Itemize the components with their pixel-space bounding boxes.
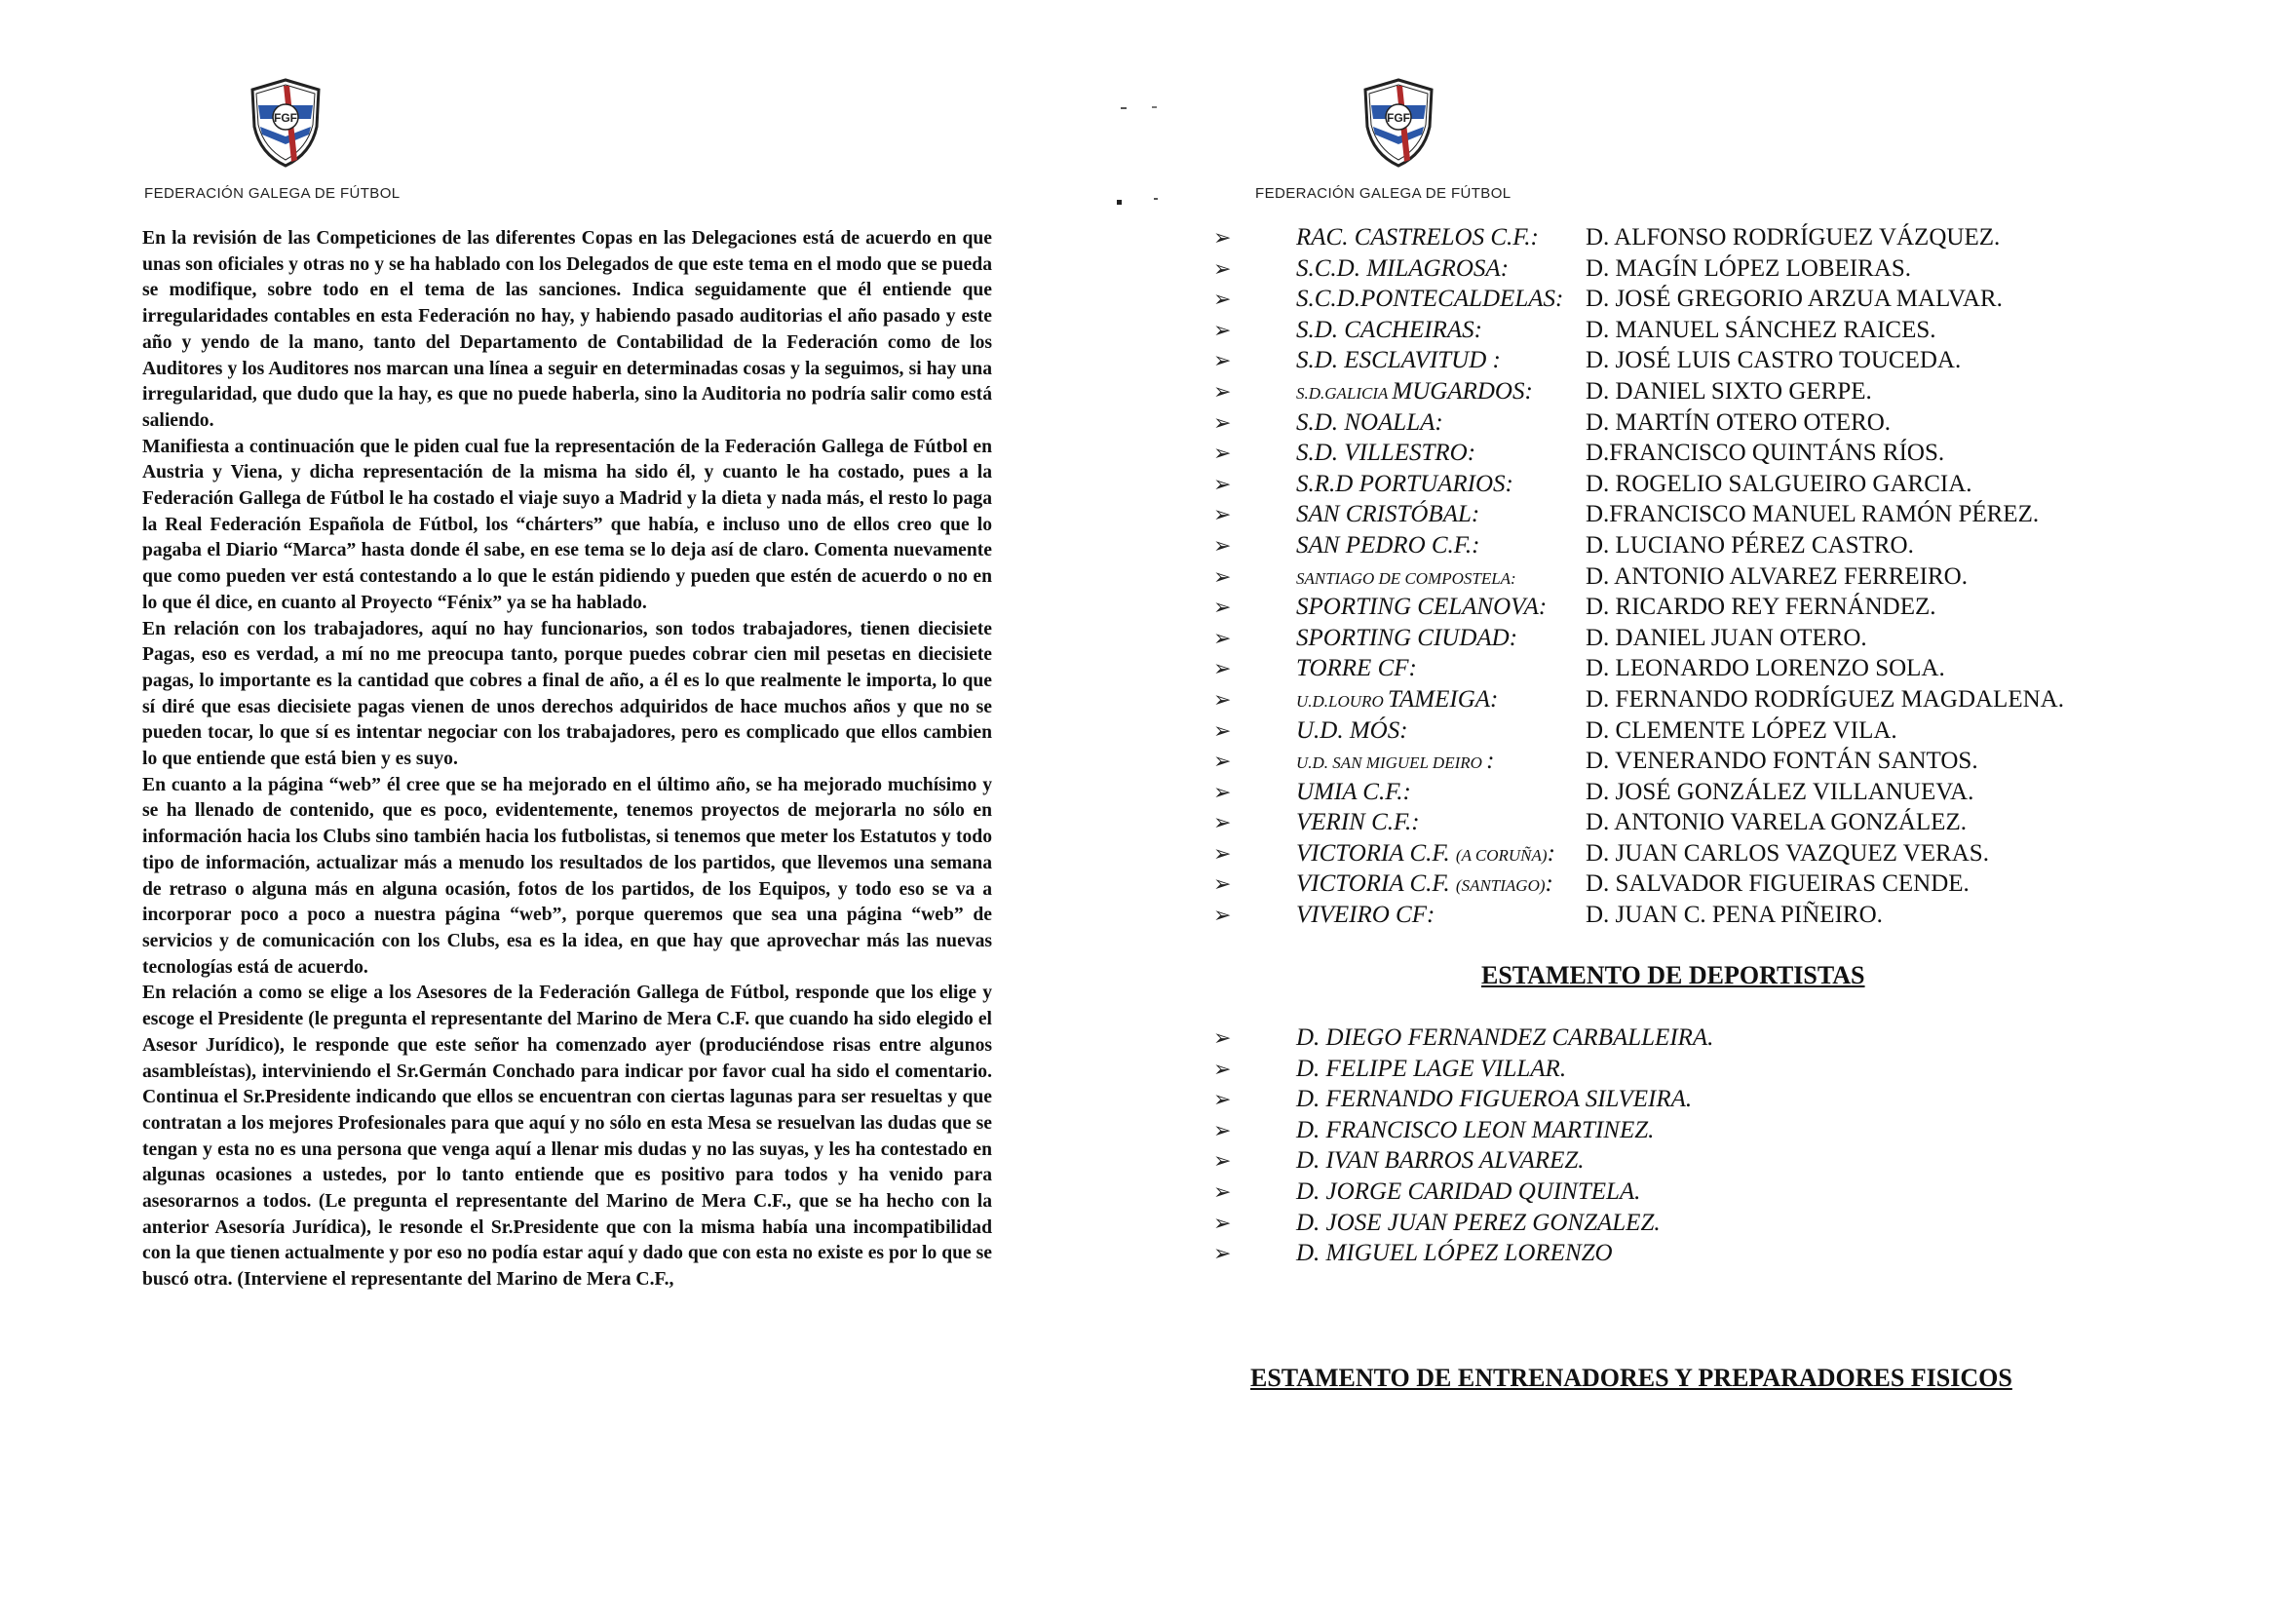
- representative-name: D. JOSÉ LUIS CASTRO TOUCEDA.: [1586, 347, 1962, 374]
- club-name: [1296, 315, 1482, 346]
- club-name-main: VICTORIA C.F.: [1296, 839, 1456, 867]
- club-name: [1296, 715, 1408, 747]
- arrow-bullet-icon: ➢: [1213, 378, 1232, 404]
- club-name-main: SAN PEDRO C.F.:: [1296, 531, 1480, 559]
- athlete-name: D. FERNANDO FIGUEROA SILVEIRA.: [1296, 1086, 1693, 1113]
- representative-name: D. MARTÍN OTERO OTERO.: [1586, 408, 1892, 436]
- club-name: [1296, 807, 1420, 838]
- representative-name: D. MANUEL SÁNCHEZ RAICES.: [1586, 316, 1936, 343]
- representative-name: D. JOSÉ GREGORIO ARZUA MALVAR.: [1586, 286, 2003, 313]
- arrow-bullet-icon: ➢: [1213, 563, 1232, 589]
- crest-letters: FGF: [1387, 111, 1410, 125]
- representative-name: D.FRANCISCO QUINTÁNS RÍOS.: [1586, 440, 1945, 467]
- crest-letters: FGF: [274, 111, 297, 125]
- club-row: [1213, 868, 2188, 900]
- paragraph: En relación con los trabajadores, aquí no hay funcionarios, son todos trabajadores, tienen diecisiete Pagas, eso es verdad, a mí no me preocupa tanto, porque puedes cobrar cien mil pesetas en diecisiete pagas, lo importante es la cantidad que cobres a final de año, a él es lo que realmente le importa, lo que sí diré que esas diecisiete pagas vienen de unos derechos adquiridos de hace muchos años y que no se pueden tocar, lo que sí es intentar negociar con los trabajadores, pero es complicado que ellos cambien lo que entiende que está bien y es suyo.: [142, 618, 992, 770]
- athlete-row: [1213, 1238, 2090, 1269]
- club-name-main: S.C.D. MILAGROSA:: [1296, 254, 1510, 282]
- arrow-bullet-icon: ➢: [1213, 287, 1232, 312]
- club-row: [1213, 715, 2188, 747]
- club-name: [1296, 530, 1479, 561]
- club-name: [1296, 684, 1498, 717]
- club-name: [1296, 407, 1443, 439]
- club-name-prefix: U.D.LOURO: [1296, 691, 1388, 711]
- scan-marks: [1101, 97, 1179, 214]
- club-row: [1213, 438, 2188, 469]
- arrow-bullet-icon: ➢: [1213, 779, 1232, 804]
- club-name: [1296, 868, 1553, 902]
- representative-name: D. ANTONIO VARELA GONZÁLEZ.: [1586, 809, 1967, 836]
- club-name-main: S.R.D PORTUARIOS:: [1296, 470, 1513, 497]
- federation-name: FEDERACIÓN GALEGA DE FÚTBOL: [144, 185, 401, 202]
- representative-name: D. MAGÍN LÓPEZ LOBEIRAS.: [1586, 254, 1912, 282]
- club-name-main: VERIN C.F.:: [1296, 809, 1420, 836]
- arrow-bullet-icon: ➢: [1213, 225, 1232, 250]
- club-name-colon: :: [1547, 839, 1555, 867]
- athlete-row: [1213, 1145, 2090, 1177]
- club-name-prefix: U.D. SAN MIGUEL DEIRO: [1296, 753, 1487, 773]
- representative-name: D. DANIEL SIXTO GERPE.: [1586, 377, 1872, 405]
- club-name-main: S.D. VILLESTRO:: [1296, 440, 1476, 467]
- club-name-main: S.D. ESCLAVITUD :: [1296, 347, 1501, 374]
- club-name: [1296, 592, 1547, 623]
- club-row: [1213, 284, 2188, 315]
- athletes-list: [1213, 1023, 2090, 1269]
- club-row: [1213, 345, 2188, 376]
- representative-name: D. ROGELIO SALGUEIRO GARCIA.: [1586, 470, 1972, 497]
- representative-name: D. SALVADOR FIGUEIRAS CENDE.: [1586, 870, 1970, 898]
- arrow-bullet-icon: ➢: [1213, 348, 1232, 373]
- club-row: [1213, 684, 2188, 715]
- club-row: [1213, 376, 2188, 407]
- club-name-main: UMIA C.F.:: [1296, 778, 1411, 805]
- club-name: [1296, 438, 1475, 469]
- athlete-row: [1213, 1023, 2090, 1054]
- club-name: [1296, 653, 1417, 684]
- arrow-bullet-icon: ➢: [1213, 749, 1232, 774]
- club-representatives-list: [1213, 222, 2188, 931]
- club-row: [1213, 838, 2188, 869]
- athlete-name: D. JOSE JUAN PEREZ GONZALEZ.: [1296, 1209, 1661, 1236]
- arrow-bullet-icon: ➢: [1213, 1210, 1232, 1235]
- club-name: [1296, 376, 1533, 409]
- club-row: [1213, 499, 2188, 530]
- club-row: [1213, 469, 2188, 500]
- club-name: [1296, 499, 1479, 530]
- arrow-bullet-icon: ➢: [1213, 595, 1232, 620]
- club-name-city: (SANTIAGO): [1455, 876, 1546, 896]
- club-name-main: TAMEIGA:: [1387, 685, 1499, 713]
- club-row: [1213, 530, 2188, 561]
- club-name-main: S.D. CACHEIRAS:: [1296, 316, 1482, 343]
- arrow-bullet-icon: ➢: [1213, 871, 1232, 897]
- paragraph: En cuanto a la página “web” él cree que se ha mejorado en el último año, se ha mejorado muchísimo y se ha llenado de contenido, que es poco, evidentemente, tenemos proyectos de mejorarla no sólo en información hacia los Clubs sino también hacia los futbolistas, si tenemos que meter los Estatutos y todo tipo de información, actualizar más a menudo los resultados de los partidos, que llevemos una semana de retraso o alguna más en alguna ocasión, fotos de los partidos, de los Equipos, y todo eso se va a incorporar poco a poco a nuestra página “web”, porque queremos que sea una página “web” de servicios y de comunicación con los Clubs, esa es la idea, en que hay que aprovechar más las nuevas tecnologías está de acuerdo.: [142, 774, 992, 978]
- arrow-bullet-icon: ➢: [1213, 441, 1232, 466]
- club-row: [1213, 222, 2188, 253]
- representative-name: D. JUAN C. PENA PIÑEIRO.: [1586, 902, 1883, 929]
- athlete-row: [1213, 1208, 2090, 1239]
- representative-name: D. LEONARDO LORENZO SOLA.: [1586, 655, 1945, 682]
- athlete-name: D. IVAN BARROS ALVAREZ.: [1296, 1147, 1585, 1175]
- club-row: [1213, 746, 2188, 777]
- club-name-main: S.D. NOALLA:: [1296, 408, 1443, 436]
- athlete-name: D. FRANCISCO LEON MARTINEZ.: [1296, 1116, 1655, 1143]
- club-name-main: VICTORIA C.F.: [1296, 870, 1456, 898]
- club-name: [1296, 561, 1516, 595]
- representative-name: D.FRANCISCO MANUEL RAMÓN PÉREZ.: [1586, 501, 2040, 528]
- left-page: [0, 0, 1121, 1621]
- club-row: [1213, 653, 2188, 684]
- club-row: [1213, 592, 2188, 623]
- club-row: [1213, 900, 2188, 931]
- club-name: [1296, 284, 1563, 315]
- arrow-bullet-icon: ➢: [1213, 255, 1232, 281]
- arrow-bullet-icon: ➢: [1213, 717, 1232, 743]
- fgf-crest-icon: [247, 76, 325, 170]
- club-name: [1296, 469, 1513, 500]
- club-name-main: VIVEIRO CF:: [1296, 902, 1435, 929]
- club-name: [1296, 222, 1539, 253]
- arrow-bullet-icon: ➢: [1213, 1117, 1232, 1142]
- club-row: [1213, 253, 2188, 285]
- arrow-bullet-icon: ➢: [1213, 1148, 1232, 1174]
- club-name-main: SPORTING CELANOVA:: [1296, 594, 1548, 621]
- arrow-bullet-icon: ➢: [1213, 686, 1232, 712]
- arrow-bullet-icon: ➢: [1213, 1056, 1232, 1081]
- arrow-bullet-icon: ➢: [1213, 1241, 1232, 1266]
- paragraph: En la revisión de las Competiciones de las diferentes Copas en las Delegaciones está de acuerdo en que unas son oficiales y otras no y se ha hablado con los Delegados de que este tema en el modo que se pueda se modifique, sobre todo en el tema de las sanciones. Indica seguidamente que él entiende que irregularidades contables en esta Federación no hay, y habiendo pasado auditorias el año pasado y este año y yendo de la mano, tanto del Departamento de Contabilidad de la Federación como de los Auditores y los Auditores nos marcan una línea a seguir en determinadas cosas y la seguimos, si hay una irregularidad, que dudo que la hay, es que no puede haberla, sino la Auditoria no podría salir como está saliendo.: [142, 228, 992, 431]
- club-name-main: TORRE CF:: [1296, 655, 1417, 682]
- arrow-bullet-icon: ➢: [1213, 317, 1232, 342]
- arrow-bullet-icon: ➢: [1213, 1178, 1232, 1204]
- arrow-bullet-icon: ➢: [1213, 1087, 1232, 1112]
- arrow-bullet-icon: ➢: [1213, 840, 1232, 866]
- club-name-colon: :: [1545, 870, 1553, 898]
- arrow-bullet-icon: ➢: [1213, 656, 1232, 681]
- representative-name: D. ALFONSO RODRÍGUEZ VÁZQUEZ.: [1586, 224, 2001, 251]
- club-row: [1213, 623, 2188, 654]
- club-name: [1296, 900, 1435, 931]
- arrow-bullet-icon: ➢: [1213, 1025, 1232, 1050]
- club-name-main: SAN CRISTÓBAL:: [1296, 501, 1480, 528]
- club-name-city: (A CORUÑA): [1455, 845, 1548, 865]
- club-name-main: S.C.D.PONTECALDELAS:: [1296, 286, 1564, 313]
- representative-name: D. RICARDO REY FERNÁNDEZ.: [1586, 594, 1936, 621]
- representative-name: D. ANTONIO ALVAREZ FERREIRO.: [1586, 562, 1968, 590]
- club-name-main: :: [1486, 748, 1495, 775]
- club-row: [1213, 561, 2188, 593]
- representative-name: D. FERNANDO RODRÍGUEZ MAGDALENA.: [1586, 685, 2064, 713]
- athlete-row: [1213, 1054, 2090, 1085]
- athlete-name: D. JORGE CARIDAD QUINTELA.: [1296, 1177, 1641, 1205]
- club-name-prefix: S.D.GALICIA: [1296, 383, 1393, 403]
- arrow-bullet-icon: ➢: [1213, 532, 1232, 558]
- club-row: [1213, 777, 2188, 808]
- right-page: [1121, 0, 2296, 1621]
- arrow-bullet-icon: ➢: [1213, 471, 1232, 496]
- federation-name: FEDERACIÓN GALEGA DE FÚTBOL: [1255, 185, 1512, 202]
- athlete-row: [1213, 1115, 2090, 1146]
- club-name: [1296, 623, 1517, 654]
- arrow-bullet-icon: ➢: [1213, 625, 1232, 650]
- arrow-bullet-icon: ➢: [1213, 502, 1232, 527]
- arrow-bullet-icon: ➢: [1213, 810, 1232, 835]
- club-name: [1296, 746, 1495, 779]
- minutes-body: [142, 226, 992, 1293]
- athlete-name: D. DIEGO FERNANDEZ CARBALLEIRA.: [1296, 1024, 1714, 1051]
- club-name-main: MUGARDOS:: [1392, 377, 1533, 405]
- arrow-bullet-icon: ➢: [1213, 409, 1232, 435]
- athlete-name: D. MIGUEL LÓPEZ LORENZO: [1296, 1240, 1613, 1267]
- club-row: [1213, 407, 2188, 439]
- athlete-row: [1213, 1177, 2090, 1208]
- club-name: [1296, 838, 1555, 871]
- club-name-main: RAC. CASTRELOS C.F.:: [1296, 224, 1539, 251]
- club-row: [1213, 807, 2188, 838]
- athlete-row: [1213, 1084, 2090, 1115]
- representative-name: D. VENERANDO FONTÁN SANTOS.: [1586, 748, 1978, 775]
- representative-name: D. LUCIANO PÉREZ CASTRO.: [1586, 531, 1914, 559]
- club-name-main: U.D. MÓS:: [1296, 716, 1408, 744]
- representative-name: D. JOSÉ GONZÁLEZ VILLANUEVA.: [1586, 778, 1974, 805]
- representative-name: D. DANIEL JUAN OTERO.: [1586, 624, 1867, 651]
- athlete-name: D. FELIPE LAGE VILLAR.: [1296, 1055, 1567, 1082]
- club-row: [1213, 315, 2188, 346]
- paragraph: En relación a como se elige a los Asesores de la Federación Gallega de Fútbol, responde que los elige y escoge el Presidente (le pregunta el representante del Marino de Mera C.F. que cuando ha sido elegido el Asesor Jurídico), le responde que este señor ha comenzado ayer (produciéndose risas entre algunos asambleístas), interviniendo el Sr.Germán Conchado para indicar por favor cual ha sido el comentario. Continua el Sr.Presidente indicando que ellos se encuentran con ciertas lagunas para ser resueltas y que contratan a los mejores Profesionales para que aquí y no sólo en esta Mesa se resuelvan las dudas que se tengan y esta no es una persona que venga aquí a llenar mis dudas y no las suyas, y les ha contestado en algunas ocasiones a ustedes, por lo tanto entiende que es positivo para todos y ha venido para asesorarnos a todos. (Le pregunta el representante del Marino de Mera C.F., que se ha hecho con la anterior Asesoría Jurídica), le resonde el Sr.Presidente que con la misma había una incompatibilidad con la que tienen actualmente y por eso no podía estar aquí y dado que con esta no existe es por lo que se buscó otra. (Interviene el representante del Marino de Mera C.F.,: [142, 983, 992, 1291]
- club-name: [1296, 777, 1411, 808]
- fgf-crest-icon: [1359, 76, 1437, 170]
- club-name-prefix: SANTIAGO DE COMPOSTELA:: [1296, 568, 1516, 588]
- club-name-main: SPORTING CIUDAD:: [1296, 624, 1518, 651]
- section-heading-athletes: ESTAMENTO DE DEPORTISTAS: [1481, 961, 1865, 989]
- club-name: [1296, 253, 1509, 285]
- club-name: [1296, 345, 1501, 376]
- representative-name: D. CLEMENTE LÓPEZ VILA.: [1586, 716, 1897, 744]
- paragraph: Manifiesta a continuación que le piden cual fue la representación de la Federación Gallega de Fútbol en Austria y Viena, y dicha representación de la misma ha sido él, y cuanto le ha costado, pues a la Federación Gallega de Fútbol le ha costado el viaje suyo a Madrid y la dieta y nada más, el resto lo paga la Real Federación Española de Fútbol, los “chárters” que había, e incluso uno de ellos creo que lo pagaba el Diario “Marca” hasta donde él sabe, en ese tema se lo deja así de claro. Comenta nuevamente que como pueden ver está contestando a lo que le están pidiendo y pueden que estén de acuerdo o no en lo que él dice, en cuanto al Proyecto “Fénix” ya se ha hablado.: [142, 436, 992, 613]
- arrow-bullet-icon: ➢: [1213, 903, 1232, 928]
- section-heading-coaches: ESTAMENTO DE ENTRENADORES Y PREPARADORES FISICOS: [1250, 1364, 2012, 1392]
- representative-name: D. JUAN CARLOS VAZQUEZ VERAS.: [1586, 839, 1989, 867]
